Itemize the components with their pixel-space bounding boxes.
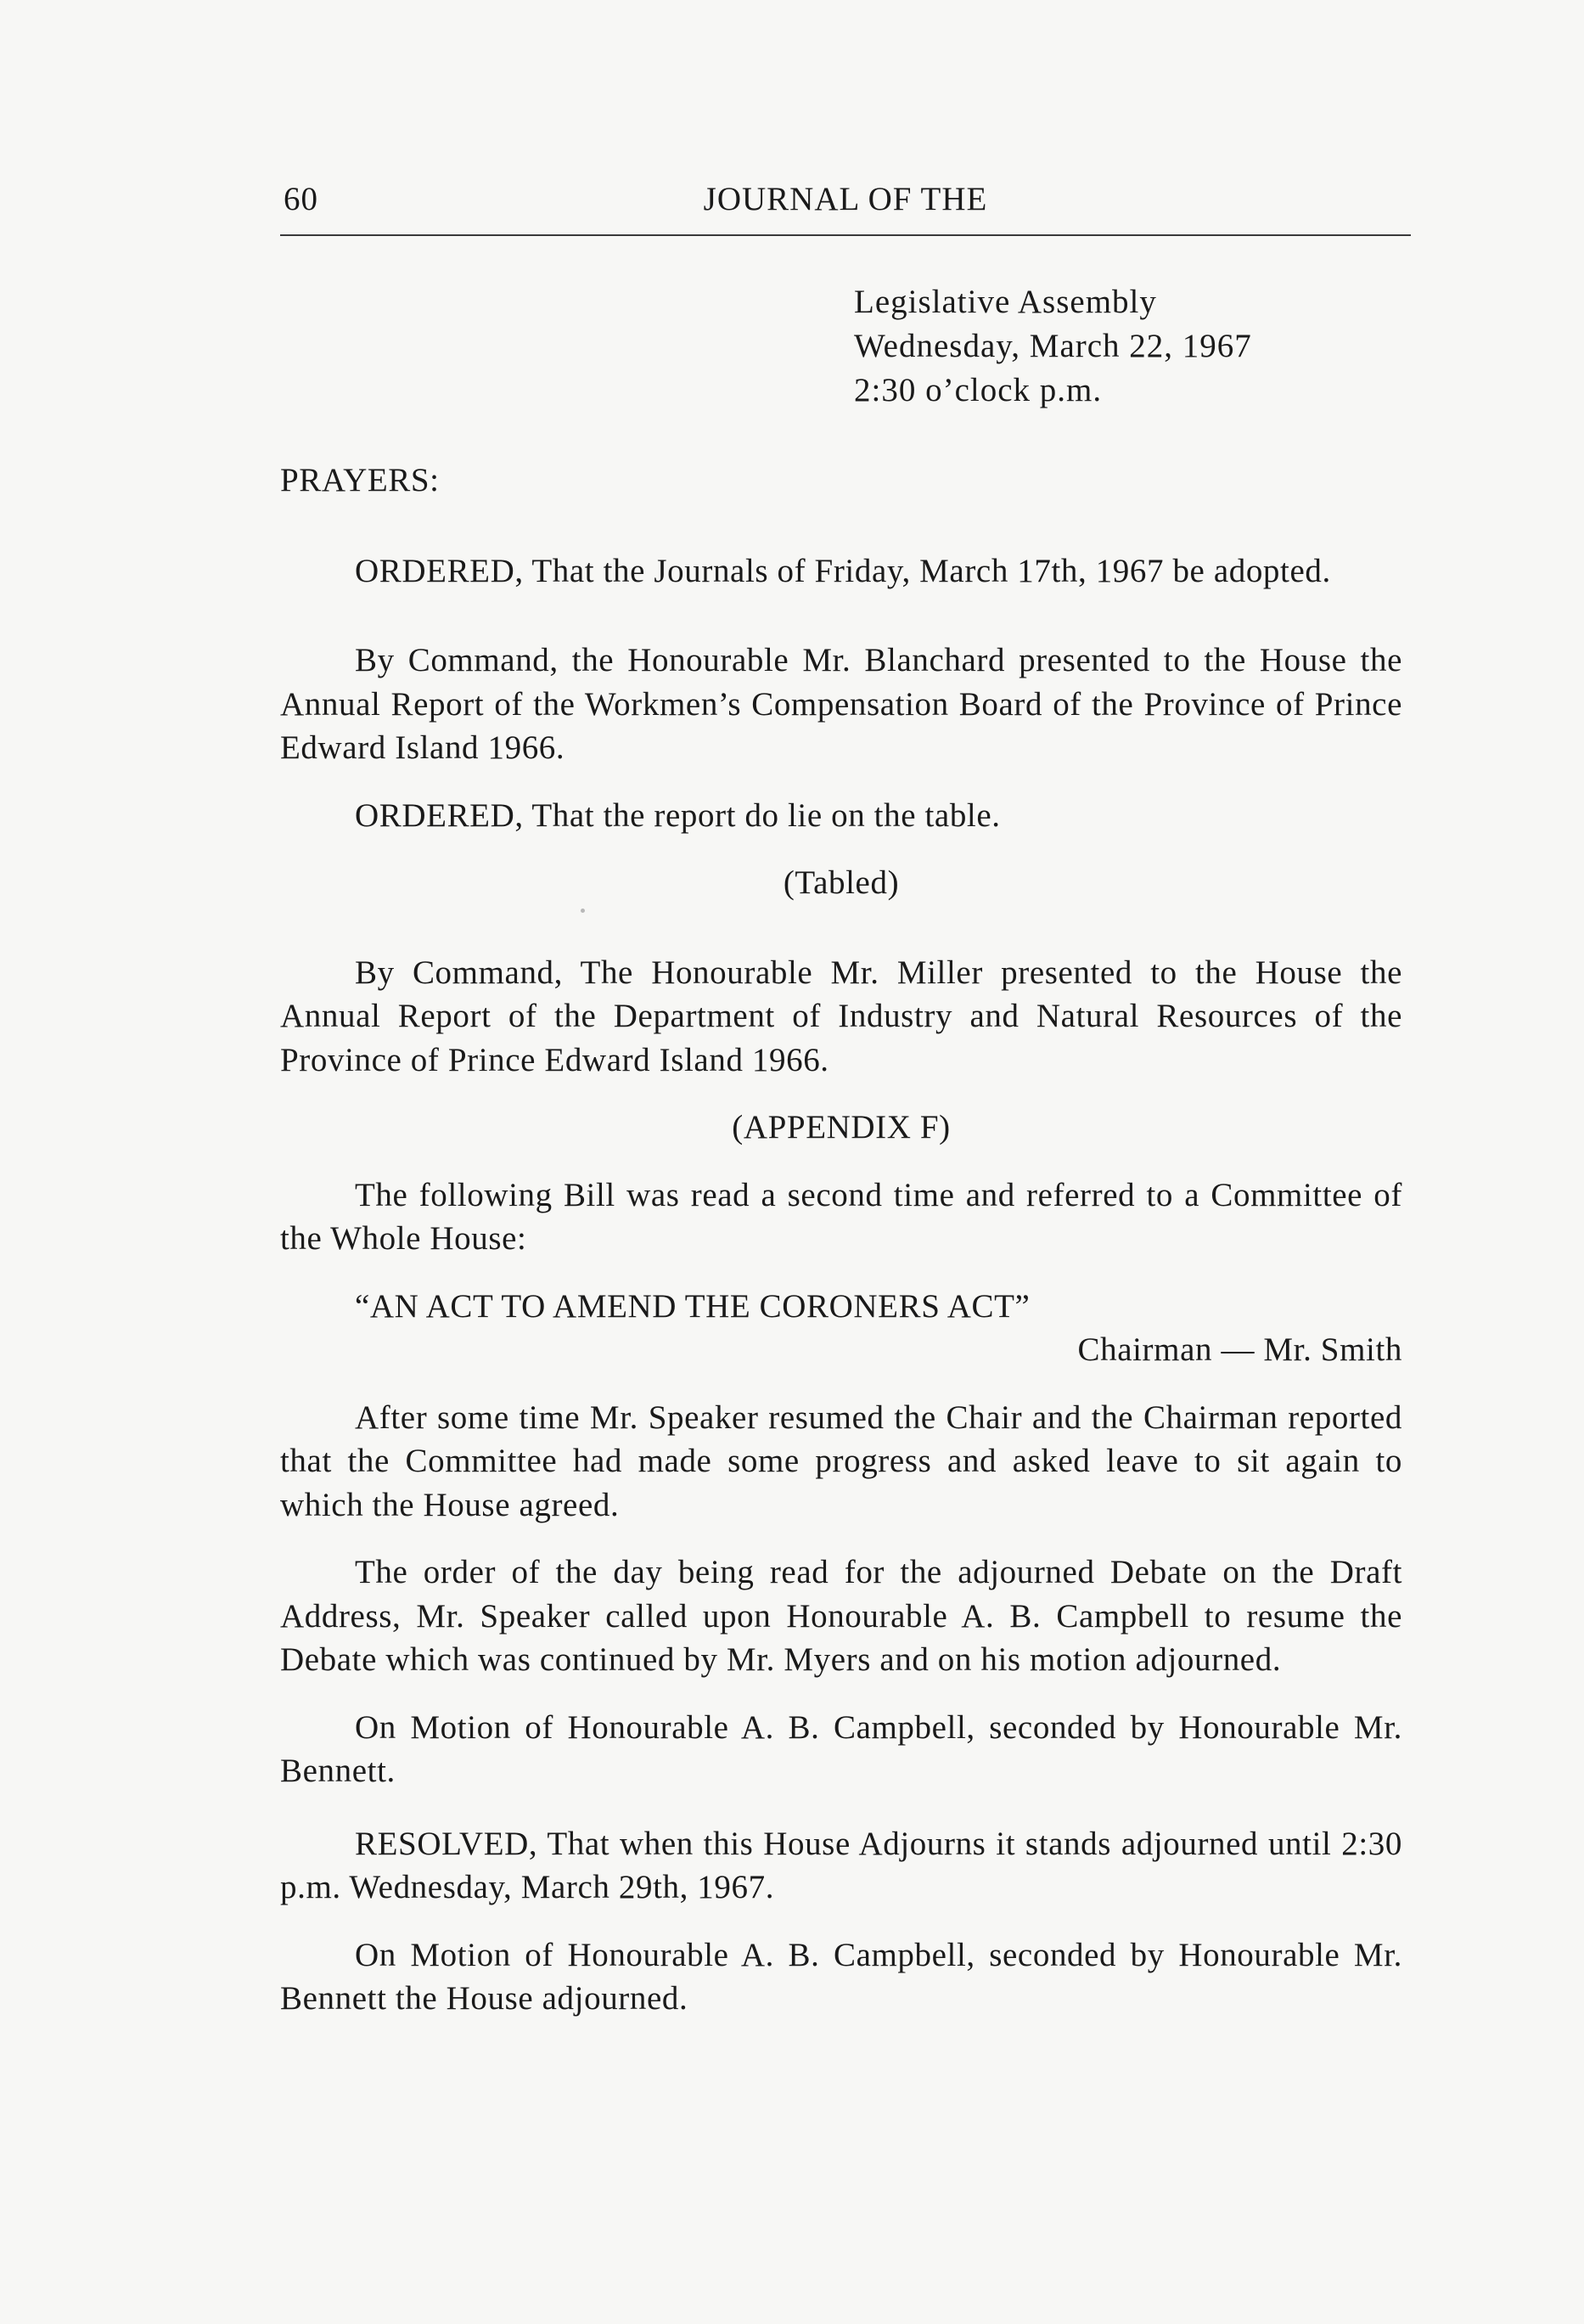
- paragraph-industry-report: By Command, The Honourable Mr. Miller presented to the House the Annual Report of the Department of Industry and Natural Resources of the Province of Prince Edward Island 1966.: [280, 954, 1402, 1078]
- header-rule: [280, 234, 1411, 236]
- paragraph-house-adjourned: On Motion of Honourable A. B. Campbell, seconded by Honourable Mr. Bennett the House adjourned.: [280, 1936, 1402, 2017]
- running-head: JOURNAL OF THE: [703, 181, 988, 217]
- dateline-assembly: Legislative Assembly: [854, 284, 1157, 320]
- prayers-heading: PRAYERS:: [280, 462, 440, 498]
- journal-body: [280, 459, 1402, 2021]
- bill-title: “AN ACT TO AMEND THE CORONERS ACT”: [355, 1287, 1031, 1325]
- page-header: [280, 180, 1411, 228]
- paragraph-committee-progress: After some time Mr. Speaker resumed the Chair and the Chairman reported that the Committee had made some progress and asked leave to sit again to which the House agreed.: [280, 1398, 1402, 1523]
- dateline: [854, 280, 1252, 413]
- paragraph-ordered-table: ORDERED, That the report do lie on the table.: [355, 796, 1001, 834]
- committee-chairman: Chairman — Mr. Smith: [1077, 1331, 1402, 1368]
- appendix-note: (APPENDIX F): [732, 1109, 951, 1145]
- ink-speck: [581, 909, 585, 913]
- paragraph-draft-address-debate: The order of the day being read for the adjourned Debate on the Draft Address, Mr. Speaker called upon Honourable A. B. Campbell to resume the Debate which was continued by Mr. Myers and on his motion adjourned.: [280, 1554, 1402, 1678]
- tabled-note: (Tabled): [783, 864, 900, 901]
- paragraph-ordered-journals: ORDERED, That the Journals of Friday, March 17th, 1967 be adopted.: [355, 552, 1331, 589]
- dateline-date: Wednesday, March 22, 1967: [854, 328, 1252, 364]
- page-number: 60: [284, 181, 318, 217]
- paragraph-workmens-report: By Command, the Honourable Mr. Blanchard presented to the House the Annual Report of the Workmen’s Compensation Board of the Province of Prince Edward Island 1966.: [280, 642, 1402, 766]
- paragraph-motion-seconded: On Motion of Honourable A. B. Campbell, seconded by Honourable Mr. Bennett.: [280, 1708, 1402, 1789]
- paragraph-resolved-adjourn: RESOLVED, That when this House Adjourns it stands adjourned until 2:30 p.m. Wednesday, March 29th, 1967.: [280, 1825, 1402, 1905]
- dateline-time: 2:30 o’clock p.m.: [854, 372, 1103, 408]
- paragraph-bill-second-reading: The following Bill was read a second time and referred to a Committee of the Whole House:: [280, 1176, 1402, 1257]
